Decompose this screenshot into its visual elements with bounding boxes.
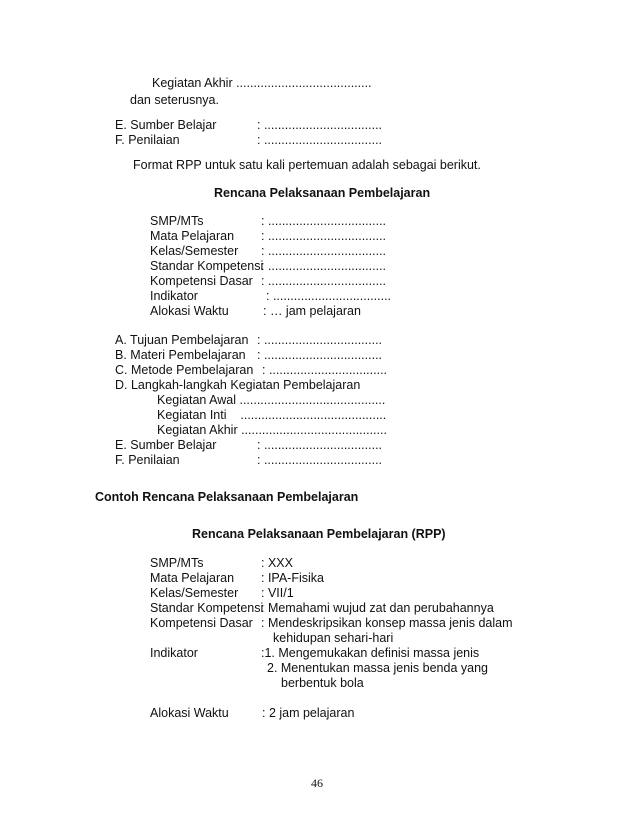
dan-seterusnya-line: dan seterusnya.: [130, 93, 219, 107]
contoh-indikator-2a: 2. Menentukan massa jenis benda yang: [267, 661, 488, 675]
template-identity-value: : ..................................: [261, 214, 387, 228]
contoh-title: Rencana Pelaksanaan Pembelajaran (RPP): [192, 527, 446, 541]
template-kegiatan-item: Kegiatan Akhir ..........................................: [157, 423, 387, 437]
top-penilaian-label: F. Penilaian: [115, 133, 180, 147]
contoh-sk-label: Standar Kompetensi: [150, 601, 264, 615]
contoh-indikator-1: :1. Mengemukakan definisi massa jenis: [261, 646, 480, 660]
contoh-mapel-value: : IPA-Fisika: [261, 571, 324, 585]
template-penilaian-label: F. Penilaian: [115, 453, 180, 467]
template-section-label: A. Tujuan Pembelajaran: [115, 333, 249, 347]
contoh-kelas-label: Kelas/Semester: [150, 586, 239, 600]
template-langkah-heading: D. Langkah-langkah Kegiatan Pembelajaran: [115, 378, 361, 392]
format-note: Format RPP untuk satu kali pertemuan adalah sebagai berikut.: [133, 158, 481, 172]
template-identity-value: : … jam pelajaran: [263, 304, 361, 318]
template-identity-label: Indikator: [150, 289, 198, 303]
template-identity-label: Alokasi Waktu: [150, 304, 229, 318]
template-section-label: C. Metode Pembelajaran: [115, 363, 254, 377]
contoh-indikator-2b: berbentuk bola: [281, 676, 364, 690]
template-section-value: : ..................................: [257, 348, 383, 362]
template-sumber-label: E. Sumber Belajar: [115, 438, 217, 452]
template-section-value: : ..................................: [262, 363, 388, 377]
top-penilaian-value: : ..................................: [257, 133, 383, 147]
contoh-sk-value: : Memahami wujud zat dan perubahannya: [261, 601, 494, 615]
template-sumber-value: : ..................................: [257, 438, 383, 452]
template-identity-label: Kompetensi Dasar: [150, 274, 253, 288]
top-sumber-label: E. Sumber Belajar: [115, 118, 217, 132]
template-identity-label: Kelas/Semester: [150, 244, 239, 258]
template-title: Rencana Pelaksanaan Pembelajaran: [214, 186, 431, 200]
template-kegiatan-item: Kegiatan Inti ..........................................: [157, 408, 387, 422]
template-penilaian-value: : ..................................: [257, 453, 383, 467]
template-identity-value: : ..................................: [261, 244, 387, 258]
template-identity-label: Standar Kompetensi: [150, 259, 264, 273]
contoh-kd-value-1: : Mendeskripsikan konsep massa jenis dalam: [261, 616, 513, 630]
template-identity-label: Mata Pelajaran: [150, 229, 235, 243]
contoh-heading: Contoh Rencana Pelaksanaan Pembelajaran: [95, 490, 359, 504]
template-kegiatan-item: Kegiatan Awal ..........................................: [157, 393, 386, 407]
contoh-kd-value-2: kehidupan sehari-hari: [273, 631, 394, 645]
kegiatan-akhir-line: Kegiatan Akhir .......................................: [152, 76, 372, 90]
template-identity-label: SMP/MTs: [150, 214, 204, 228]
template-section-value: : ..................................: [257, 333, 383, 347]
contoh-smp-label: SMP/MTs: [150, 556, 204, 570]
contoh-mapel-label: Mata Pelajaran: [150, 571, 235, 585]
contoh-kelas-value: : VII/1: [261, 586, 294, 600]
template-identity-value: : ..................................: [261, 229, 387, 243]
template-identity-value: : ..................................: [266, 289, 392, 303]
contoh-alokasi-value: : 2 jam pelajaran: [262, 706, 355, 720]
contoh-kd-label: Kompetensi Dasar: [150, 616, 253, 630]
page-number: 46: [311, 776, 323, 790]
template-identity-value: : ..................................: [261, 274, 387, 288]
contoh-indikator-label: Indikator: [150, 646, 198, 660]
top-sumber-value: : ..................................: [257, 118, 383, 132]
contoh-alokasi-label: Alokasi Waktu: [150, 706, 229, 720]
template-section-label: B. Materi Pembelajaran: [115, 348, 246, 362]
contoh-smp-value: : XXX: [261, 556, 293, 570]
template-identity-value: : ..................................: [261, 259, 387, 273]
